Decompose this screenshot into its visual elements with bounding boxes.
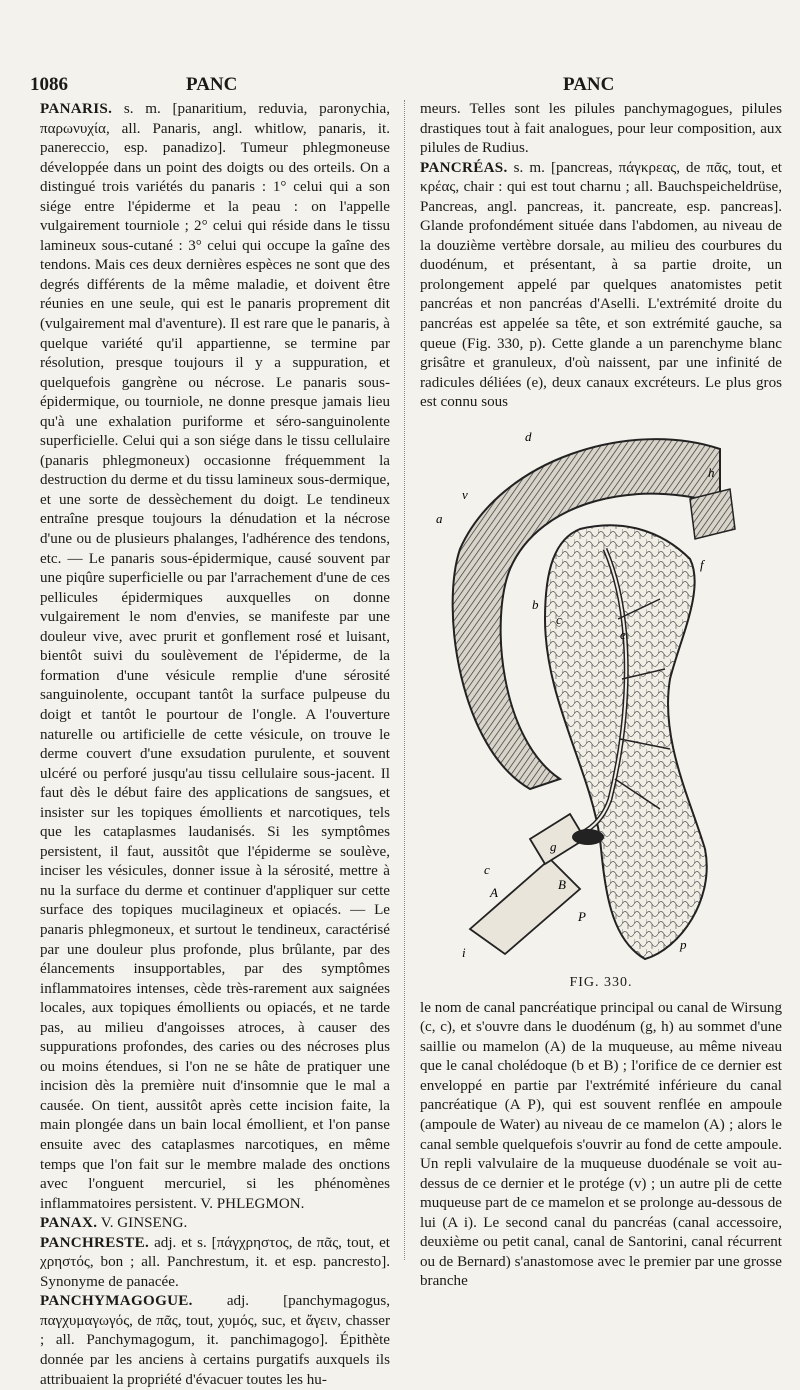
label-g: g xyxy=(550,838,557,854)
label-p: p xyxy=(680,936,687,952)
figure-330 xyxy=(420,419,782,997)
headword-panax: PANAX. xyxy=(40,1215,98,1232)
entry-pancreas-text: s. m. [pancreas, πάγκρεας, de πᾶς, tout, et κρέας, chair : qui est tout charnu ; all. Bauchspeicheldrüse, Pancreas, angl. pancreas, it. pancreate, esp. pancreas]. Glande profondément située dans l'abdomen, au niveau de la douzième vertèbre dorsale, au milieu des courbures du duodénum, et présentant, à sa partie droite, un prolongement appelé par quelques anatomistes petit pancréas et non pancréas d'Aselli. L'extrémité droite du pancréas est appelée sa tête, et son extrémité gauche, sa queue (Fig. 330, p). Cette glande a un parenchyme blanc grisâtre et granuleux, d'où naissent, par une infinité de radicules déliées (e), deux canaux excréteurs. Le plus gros est connu sous xyxy=(420,159,782,411)
label-a: a xyxy=(436,510,443,526)
label-f: f xyxy=(700,556,704,572)
right-header-word: PANC xyxy=(563,74,615,95)
label-b: b xyxy=(532,596,539,612)
left-column xyxy=(40,100,390,1390)
label-c2: c xyxy=(484,861,490,877)
headword-panaris: PANARIS. xyxy=(40,101,113,117)
label-v: v xyxy=(462,486,468,502)
pancreas-illustration xyxy=(430,419,770,964)
figure-caption: FIG. 330. xyxy=(569,975,633,991)
headword-panchreste: PANCHRESTE. xyxy=(40,1234,150,1251)
entry-panchreste xyxy=(40,1234,390,1293)
running-header xyxy=(0,74,800,98)
page-number: 1086 xyxy=(30,74,68,95)
headword-panchymagogue: PANCHYMAGOGUE. xyxy=(40,1293,193,1310)
entry-panchymagogue xyxy=(40,1292,390,1390)
label-h: h xyxy=(708,464,715,480)
entry-panax xyxy=(40,1214,390,1234)
label-e: e xyxy=(620,626,626,642)
entry-panax-text: V. GINSENG. xyxy=(97,1215,188,1232)
right-column xyxy=(420,100,782,1292)
entry-panchreste-text: adj. et s. [πάγχρηστος, de πᾶς, tout, et χρηστός, bon ; all. Panchrestum, it. et esp. pancresto]. Synonyme de panacée. xyxy=(40,1234,390,1290)
label-A: A xyxy=(490,884,498,900)
entry-panaris xyxy=(40,100,390,1214)
pancreas-continued-text: le nom de canal pancréatique principal ou canal de Wirsung (c, c), et s'ouvre dans le duodénum (g, h) au sommet d'une saillie ou mamelon (A) de la muqueuse, au même niveau que le canal cholédoque (b et B) ; l'orifice de ce dernier est enveloppé en partie par l'extrémité inférieure du canal pancréatique (A P), qui est souvent renflée en ampoule (ampoule de Water) au niveau de ce mamelon (A) ; alors le canal semble quelquefois s'ouvrir au fond de cette ampoule. Un repli valvulaire de la muqueuse duodénale se voit au-dessus de ce dernier et le protége (v) ; un autre pli de cette muqueuse part de ce mamelon et se prolonge au-dessous de lui (A i). Le second canal du pancréas (canal accessoire, deuxième ou petit canal, canal de Santorini, canal récurrent ou de Bernard) s'anastomose avec le premier par une grosse branche xyxy=(420,999,782,1290)
label-P: P xyxy=(578,908,586,924)
label-d: d xyxy=(525,428,532,444)
headword-pancreas: PANCRÉAS. xyxy=(420,159,508,176)
left-header-word: PANC xyxy=(186,74,238,95)
label-i: i xyxy=(462,944,466,960)
continuation-text: meurs. Telles sont les pilules panchymagogues, pilules drastiques tout à fait analogues, pour leur composition, aux pilules de Rudius. xyxy=(420,101,782,157)
papilla xyxy=(572,829,604,845)
entry-panaris-text: s. m. [panaritium, reduvia, paronychia, παρωνυχία, all. Panaris, angl. whitlow, panaris, it. panereccio, esp. panadizo]. Tumeur phlegmoneuse développée dans un point des doigts ou des orteils. On a distingué trois variétés du panaris : 1° celui qui a son siége entre l'épiderme et la peau : on l'appelle vulgairement tourniole ; 2° celui qui réside dans le tissu lamineux sous-cutané : 3° celui qui occupe la gaîne des tendons. Mais ces deux dernières espèces ne sont que des degrés différents de la même maladie, et doivent être réunies en une seule, qui est le panaris proprement dit (vulgairement mal d'aventure). Il est rare que le panaris, à quelque variété qu'il appartienne, se termine par résolution, presque toujours il y a suppuration, et quelquefois gangrène ou nécrose. Le panaris sous-épidermique, ou tourniole, ne donne presque jamais lieu qu'à une exhalation puriforme et séro-sanguinolente superficielle. Celui qui a son siége dans le tissu cellulaire (panaris phlegmoneux) occasionne fréquemment la destruction du derme et du tissu lamineux sous-dermique, et une sorte de dessèchement du doigt. Le tendineux entraîne presque toujours la dénudation et la nécrose d'une ou de plusieurs phalanges, l'adhérence des tendons, etc. — Le panaris sous-épidermique, causé souvent par une piqûre superficielle ou par l'arrachement d'une de ces pellicules épidermiques auxquelles on donne vulgairement le nom d'envies, se manifeste par une douleur vive, avec prurit et gonflement rosé et luisant, bientôt suivi du soulèvement de l'épiderme, de la formation d'une vésicule remplie d'une sérosité sanguinolente, occupant tantôt la surface pulpeuse du doigt et tantôt le pourtour de l'ongle. A l'ouverture naturelle ou artificielle de cette vésicule, on trouve le derme couvert d'une exsudation purulente, et souvent ulcéré ou perforé jusqu'au tissu cellulaire sous-jacent. Il faut dès le début faire des applications de sangsues, et insister sur les topiques émollients et narcotiques, tels que les cataplasmes laudanisés. Si les symptômes persistent, il faut, aussitôt que l'épiderme se soulève, inciser les vésicules, donner issue à la sérosité, mettre à nu la surface du derme et continuer d'appliquer sur cette surface des topiques mucilagineux et opiacés. — Le panaris phlegmoneux, et surtout le tendineux, caractérisé par une douleur plus profonde, plus brûlante, par des élancements insupportables, par des symptômes inflammatoires intenses, cède très-rarement aux saignées locales, aux topiques émollients ou opiacés, et ne tarde pas, au milieu d'angoisses atroces, à causer des suppurations profondes, des caries ou des nécroses plus ou moins étendues, si l'on ne se hâte de pratiquer une incision dès la première nuit d'insomnie que le mal a causée. On tient, aussitôt après cette incision faite, la main plongée dans un bain local émollient, et l'on panse ensuite avec des cataplasmes narcotiques, en même temps que l'on fait sur le membre malade des onctions avec l'onguent mercuriel, si les phénomènes inflammatoires persistent. V. PHLEGMON. xyxy=(40,101,390,1212)
entry-pancreas xyxy=(420,159,782,413)
column-divider xyxy=(404,100,405,1260)
entry-panchymagogue-text: adj. [panchymagogus, παγχυμαγωγός, de πᾶς, tout, χυμός, suc, et ἄγειν, chasser ; all. Panchymagogum, it. panchimagogo]. Épithète donnée par les anciens à certains purgatifs auxquels ils attribuaient la propriété d'évacuer toutes les hu- xyxy=(40,1293,390,1388)
label-B: B xyxy=(558,876,566,892)
label-c: c xyxy=(556,611,562,627)
